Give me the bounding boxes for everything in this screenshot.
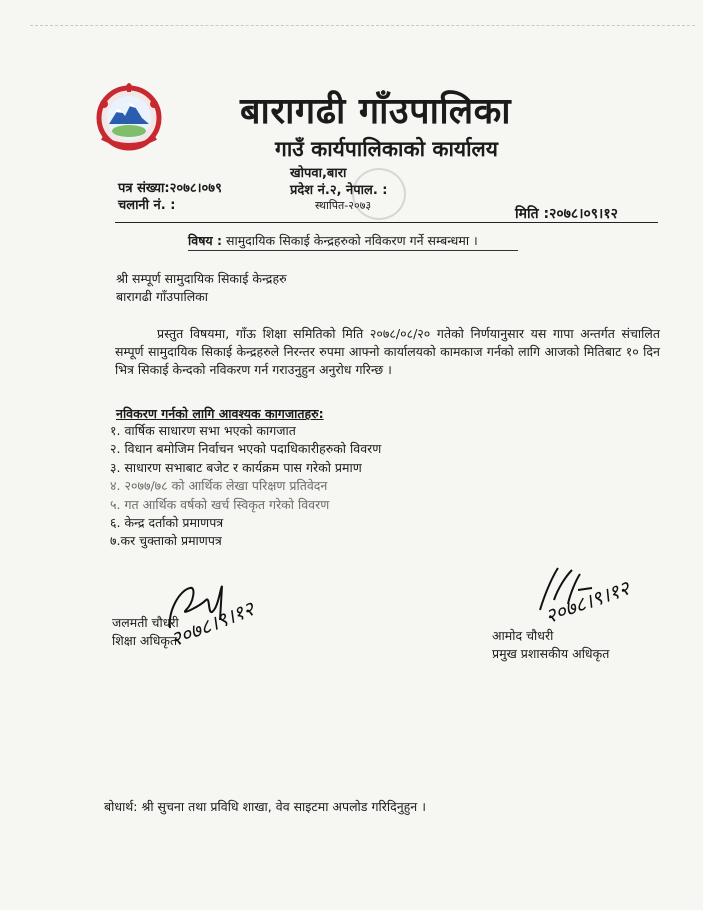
dispatch-number: चलानी नं. : <box>118 198 176 213</box>
right-signature-date: २०७८।९।१२ <box>541 575 633 629</box>
list-item: ६. केन्द्र दर्ताको प्रमाणपत्र <box>110 515 224 531</box>
right-signatory-title: प्रमुख प्रशासकीय अधिकृत <box>492 646 610 661</box>
top-dashed-line <box>30 25 695 26</box>
list-item: २. विधान बमोजिम निर्वाचन भएको पदाधिकारीहरुको विवरण <box>110 441 382 457</box>
subject-label: विषय : <box>188 233 223 248</box>
reference-number: पत्र संख्या:२०७८।०७९ <box>118 181 222 196</box>
header-rule <box>115 222 658 223</box>
cc-note: बोधार्थ: श्री सुचना तथा प्रविधि शाखा, वेव साइटमा अपलोड गरिदिनुहुन । <box>104 799 426 814</box>
letter-date: मिति :२०७८।०९।१२ <box>515 206 618 222</box>
subject-underline <box>188 250 518 251</box>
office-address: खोपवा,बारा <box>290 166 347 181</box>
letter-body <box>115 325 660 379</box>
recipient-line-1: श्री सम्पूर्ण सामुदायिक सिकाई केन्द्रहरु <box>116 271 287 286</box>
office-title: बारागढी गाँउपालिका <box>240 91 512 132</box>
list-item: ३. साधारण सभाबाट बजेट र कार्यक्रम पास गरेको प्रमाण <box>110 459 362 475</box>
list-item: ५. गत आर्थिक वर्षको खर्च स्विकृत गरेको विवरण <box>110 496 330 512</box>
subject-line <box>188 232 478 249</box>
left-signatory-name: जलमती चौधरी <box>112 615 179 630</box>
right-signatory-name: आमोद चौधरी <box>492 628 554 643</box>
letter-body-text: प्रस्तुत विषयमा, गाँऊ शिक्षा समितिको मिति २०७८/०८/२० गतेको निर्णयानुसार यस गापा अन्तर्गत संचालित सम्पूर्ण सामुदायिक सिकाई केन्द्रहरुले निरन्तर रुपमा आफ्नो कार्यालयको कामकाज गर्नको लागि आजको मितिबाट १० दिन भित्र सिकाई केन्दको नविकरण गर्न गराउनुहुन अनुरोध गरिन्छ । <box>115 326 660 377</box>
subject-text: सामुदायिक सिकाई केन्द्रहरुको नविकरण गर्ने सम्बन्धमा । <box>226 233 478 248</box>
requirements-list <box>110 422 381 551</box>
list-item: १. वार्षिक साधारण सभा भएको कागजात <box>110 423 296 438</box>
office-province: प्रदेश नं.२, नेपाल. : <box>290 183 388 198</box>
left-signatory-title: शिक्षा अधिकृत <box>112 633 178 648</box>
faded-stamp <box>352 168 406 220</box>
list-item: ४. २०७७/७८ को आर्थिक लेखा परिक्षण प्रतिवेदन <box>110 478 328 494</box>
office-subtitle: गाउँ कार्यपालिकाको कार्यालय <box>275 137 498 161</box>
left-signature-date: २०७८।९।१२ <box>166 596 258 652</box>
nepal-emblem-icon <box>90 76 168 156</box>
requirements-heading: नविकरण गर्नको लागि आवश्यक कागजातहरु: <box>116 406 324 421</box>
established-year: स्थापित-२०७३ <box>315 199 372 212</box>
list-item: ७.कर चुक्ताको प्रमाणपत्र <box>110 533 222 549</box>
recipient-line-2: बारागढी गाँउपालिका <box>116 289 209 304</box>
